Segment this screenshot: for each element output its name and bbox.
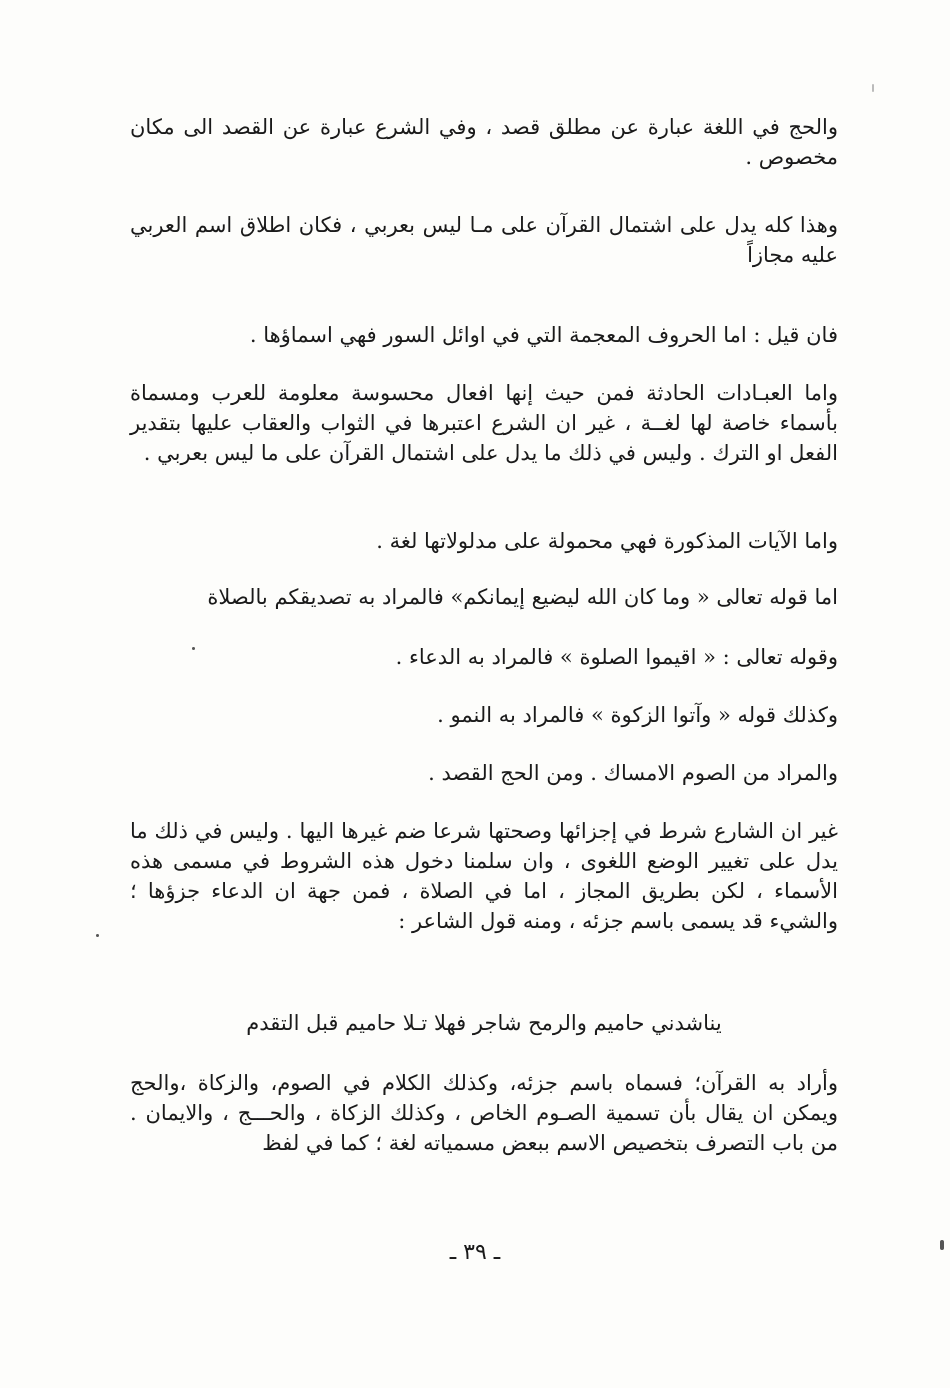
paragraph-faith-verse: اما قوله تعالى « وما كان الله ليضيع إيمانكم» فالمراد به تصديقكم بالصلاة [207, 585, 838, 609]
scan-speck [192, 647, 195, 650]
paragraph-acts-of-worship: واما العبـادات الحادثة فمن حيث إنها افعال محسوسة معلومة للعرب ومسماة بأسماء خاصة لها لغــة ، غير ان الشرع اعتبرها في الثواب والعقاب عليها بتقدير الفعل او الترك . وليس في ذلك ما يدل على اشتمال القرآن على ما ليس بعربي . [130, 381, 838, 465]
paragraph-fasting-hajj: والمراد من الصوم الامساك . ومن الحج القصد . [428, 761, 838, 785]
paragraph-prayer-verse: وقوله تعالى : « اقيموا الصلوة » فالمراد به الدعاء . [395, 645, 838, 669]
paragraph-non-arabic-content: وهذا كله يدل على اشتمال القرآن على مـا ليس بعربي ، فكان اطلاق اسم العربي عليه مجازاً [130, 213, 838, 267]
paragraph-legislator-condition: غير ان الشارع شرط في إجزائها وصحتها شرعا ضم غيرها اليها . وليس في ذلك ما يدل على تغيير الوضع اللغوى ، وان سلمنا دخول هذه الشروط في مسمى هذه الأسماء ، لكن بطريق المجاز ، اما في الصلاة ، فمن جهة ان الدعاء جزؤها ؛ والشيء قد يسمى باسم جزئه ، ومنه قول الشاعر : [130, 819, 838, 933]
scan-speck [940, 1240, 944, 1250]
paragraph-hajj-definition: والحج في اللغة عبارة عن مطلق قصد ، وفي الشرع عبارة عن القصد الى مكان مخصوص . [130, 115, 838, 169]
scan-speck [96, 934, 99, 937]
paragraph-letters-objection: فان قيل : اما الحروف المعجمة التي في اوائل السور فهي اسماؤها . [249, 323, 838, 347]
poetry-verse: يناشدني حاميم والرمح شاجر فهلا تـلا حاميم قبل التقدم [246, 1011, 722, 1035]
paragraph-verses-meaning: واما الآيات المذكورة فهي محمولة على مدلولاتها لغة . [376, 529, 838, 553]
paragraph-zakat-verse: وكذلك قوله « وآتوا الزكوة » فالمراد به النمو . [437, 703, 838, 727]
scan-speck [872, 84, 874, 92]
paragraph-quran-naming: وأراد به القرآن؛ فسماه باسم جزئه، وكذلك الكلام في الصوم، والزكاة ،والحج ويمكن ان يقال بأن تسمية الصـوم الخاص ، وكذلك الزكاة ، والحـــج ، والايمان . من باب التصرف بتخصيص الاسم ببعض مسمياته لغة ؛ كما في لفظ [130, 1071, 838, 1155]
page-number: ـ ٣٩ ـ [449, 1240, 501, 1265]
